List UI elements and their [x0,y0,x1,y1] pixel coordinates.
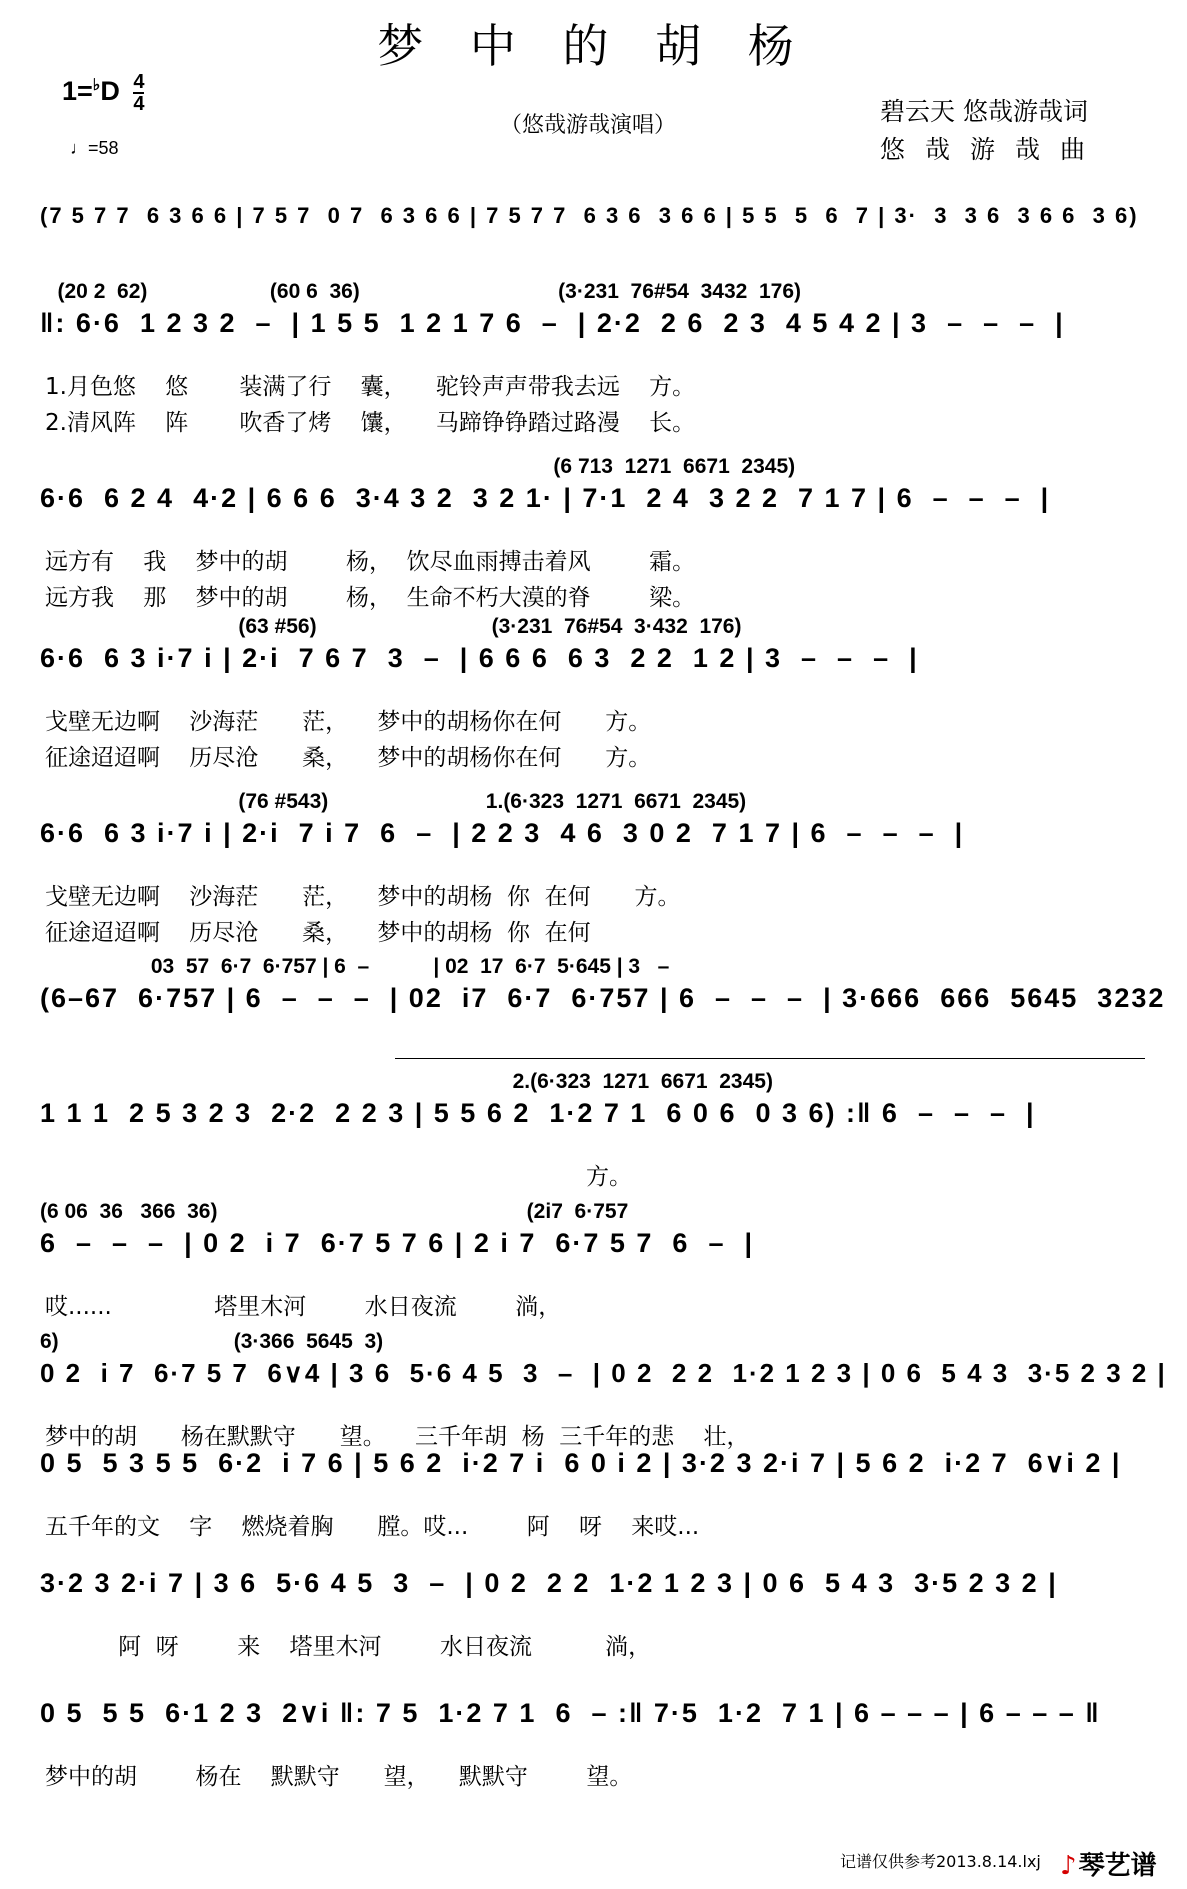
time-signature [133,72,144,114]
meter-top: 4 [133,71,145,93]
melody-notes: 0 5 5 5 6·1 2 3 2∨i ‖: 7 5 1·2 7 1 6 – :‖ 7·5 1·2 7 1 | 6 – – – | 6 – – – ‖ [40,1698,1101,1728]
meter-bottom: 4 [133,93,145,115]
lyric-line-1: 哎...... 塔里木河 水日夜流 淌， [45,1294,562,1320]
key-signature [62,72,144,114]
lyric-line-1: 阿 呀 来 塔里木河 水日夜流 淌， [45,1634,652,1660]
melody-notes: 0 5 5 3 5 5 6·2 i 7 6 | 5 6 2 i·2 7 i 6 0 i 2 | 3·2 3 2·i 7 | 5 6 2 i·2 7 6∨i 2 | [40,1448,1122,1478]
melody-notes: 6 – – – | 0 2 i 7 6·7 5 7 6 | 2 i 7 6·7 5 7 6 – | [40,1228,755,1258]
logo-text: 琴艺谱 [1078,1851,1157,1881]
lyric-line-2: 2.清风阵 阵 吹香了烤 馕， 马蹄铮铮踏过路漫 长。 [45,410,696,436]
melody-notes: 6·6 6 3 i·7 i | 2·i 7 i 7 6 – | 2 2 3 4 6 3 0 2 7 1 7 | 6 – – – | [40,818,965,848]
upper-part: (20 2 62) (60 6 36) (3·231 76#54 3432 176) [40,280,802,303]
melody-notes: 1 1 1 2 5 3 2 3 2·2 2 2 3 | 5 5 6 2 1·2 7 1 6 0 6 0 3 6) :‖ 6 – – – | [40,1098,1036,1128]
upper-part: (6 713 1271 6671 2345) [40,455,796,478]
lyric-line-1: 五千年的文 字 燃烧着胸 膛。哎... 阿 呀 来哎... [45,1514,700,1540]
volta-rule [395,1058,1145,1059]
lyric-line-1: 戈壁无边啊 沙海茫 茫， 梦中的胡杨 你 在何 方。 [45,884,681,910]
lyric-line-1: 方。 [45,1164,633,1190]
melody-notes: (6–67 6·757 | 6 – – – | 02 i7 6·7 6·757 | 6 – – – | 3·666 666 5645 3232 [40,983,1166,1013]
lyric-line-1: 梦中的胡 杨在 默默守 望， 默默守 望。 [45,1764,633,1790]
page-title: 梦 中 的 胡 杨 [377,19,810,73]
composer-credit: 悠哉游哉曲 [880,135,1106,164]
lyric-line-2: 远方我 那 梦中的胡 杨， 生命不朽大漠的脊 梁。 [45,585,696,611]
upper-part: 2.(6·323 1271 6671 2345) [40,1070,773,1093]
lyric-line-2: 征途迢迢啊 历尽沧 桑， 梦中的胡杨你在何 方。 [45,745,652,771]
melody-notes: 6·6 6 2 4 4·2 | 6 6 6 3·4 3 2 3 2 1· | 7·1 2 4 3 2 2 7 1 7 | 6 – – – | [40,483,1051,513]
lyric-line-1: 1.月色悠 悠 装满了行 囊， 驼铃声声带我去远 方。 [45,374,696,400]
flat-symbol: ♭ [92,77,101,95]
melody-notes: 6·6 6 3 i·7 i | 2·i 7 6 7 3 – | 6 6 6 6 3 2 2 1 2 | 3 – – – | [40,643,919,673]
performer-credit: （悠哉游哉演唱） [500,113,677,138]
key-note: D [100,76,120,107]
upper-part: 6) (3·366 5645 3) [40,1330,384,1353]
logo-icon: ♪ [1060,1851,1077,1881]
transcription-note: 记谱仅供参考2013.8.14.lxj [840,1852,1041,1871]
upper-part: (76 #543) 1.(6·323 1271 6671 2345) [40,790,747,813]
lyric-line-2: 征途迢迢啊 历尽沧 桑， 梦中的胡杨 你 在何 [45,920,591,946]
tempo-marking: ♩=58 [70,138,119,158]
upper-part: (6 06 36 366 36) (2i7 6·757 [40,1200,629,1223]
site-logo [1060,1845,1157,1882]
lyric-line-1: 远方有 我 梦中的胡 杨， 饮尽血雨搏击着风 霜。 [45,549,696,575]
melody-notes: 3·2 3 2·i 7 | 3 6 5·6 4 5 3 – | 0 2 2 2 1·2 1 2 3 | 0 6 5 4 3 3·5 2 3 2 | [40,1568,1058,1598]
upper-part: 03 57 6·7 6·757 | 6 – | 02 17 6·7 5·645 | 3 – [40,955,670,978]
melody-notes: 0 2 i 7 6·7 5 7 6∨4 | 3 6 5·6 4 5 3 – | 0 2 2 2 1·2 1 2 3 | 0 6 5 4 3 3·5 2 3 2 | [40,1358,1167,1388]
lyric-line-1: 梦中的胡 杨在默默守 望。 三千年胡 杨 三千年的悲 壮， [45,1424,750,1450]
melody-notes: ‖: 6·6 1 2 3 2 – | 1 5 5 1 2 1 7 6 – | 2·2 2 6 2 3 4 5 4 2 | 3 – – – | [40,308,1065,338]
upper-part: (63 #56) (3·231 76#54 3·432 176) [40,615,742,638]
lyricist-credit: 碧云天 悠哉游哉词 [880,97,1088,126]
melody-notes: (7 5 7 7 6 3 6 6 | 7 5 7 0 7 6 3 6 6 | 7 5 7 7 6 3 6 3 6 6 | 5 5 5 6 7 | 3· 3 3 6 3 6 6 3 6) [40,203,1139,228]
lyric-line-1: 戈壁无边啊 沙海茫 茫， 梦中的胡杨你在何 方。 [45,709,652,735]
key-prefix: 1= [62,76,93,107]
